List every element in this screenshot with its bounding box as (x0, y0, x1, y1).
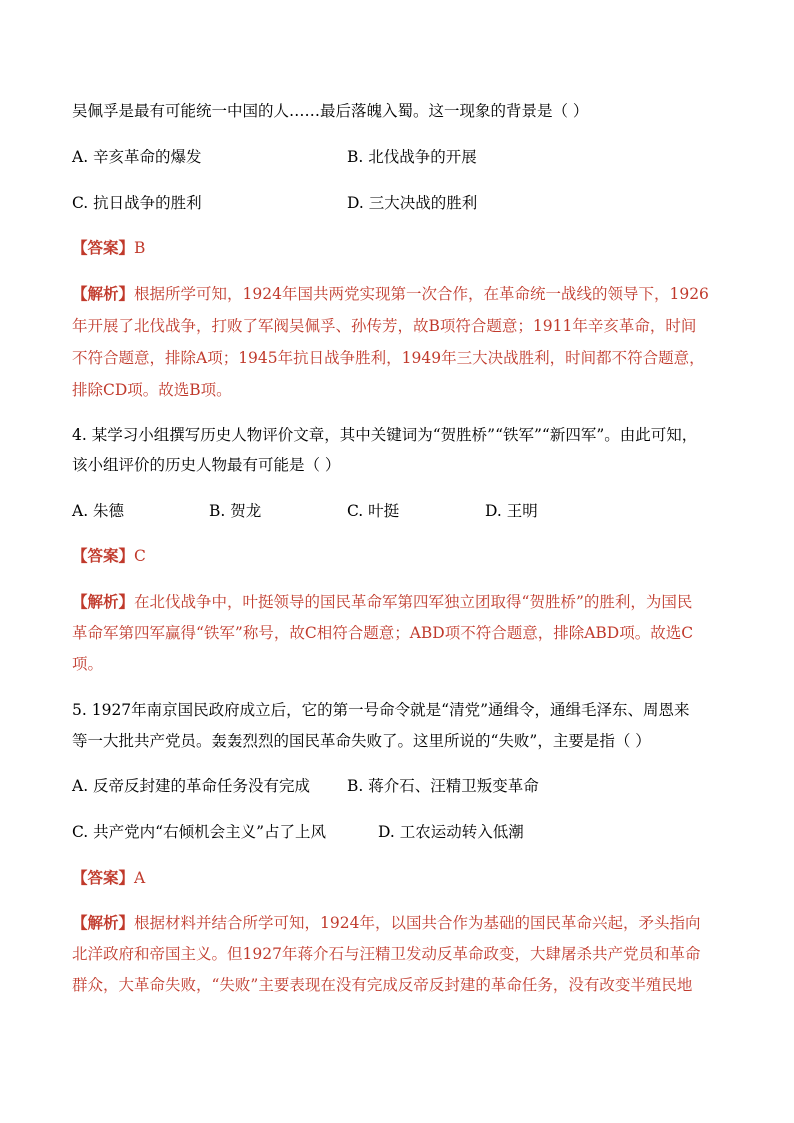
q3-analysis-line-1 (72, 282, 709, 306)
q5-stem-line-2: 等一大批共产党员。轰轰烈烈的国民革命失败了。这里所说的“失败”，主要是指（ ） (72, 732, 651, 750)
answer-value: A (134, 869, 146, 887)
q5-analysis-line-3: 群众，大革命失败，“失败”主要表现在没有完成反帝反封建的革命任务，没有改变半殖民地 (72, 976, 693, 994)
q5-stem-line-1: 5. 1927年南京国民政府成立后，它的第一号命令就是“清党”通缉令，通缉毛泽东、周恩来 (72, 701, 690, 719)
q4-option-b: B. 贺龙 (209, 502, 262, 520)
q4-option-a: A. 朱德 (72, 502, 125, 520)
q5-option-a: A. 反帝反封建的革命任务没有完成 (72, 777, 311, 795)
q4-option-d: D. 王明 (485, 502, 538, 520)
analysis-tag: 【解析】 (72, 913, 135, 932)
q3-option-c: C. 抗日战争的胜利 (72, 194, 202, 212)
q4-analysis-line-1 (72, 590, 692, 614)
q4-analysis-line-3: 项。 (72, 655, 104, 673)
q5-option-d: D. 工农运动转入低潮 (378, 823, 524, 841)
answer-value: C (134, 547, 146, 565)
q5-analysis-line-1 (72, 911, 700, 935)
q3-stem: 吴佩孚是最有可能统一中国的人……最后落魄入蜀。这一现象的背景是（ ） (72, 102, 589, 120)
analysis-tag: 【解析】 (72, 592, 135, 611)
q5-analysis-line-2: 北洋政府和帝国主义。但1927年蒋介石与汪精卫发动反革命政变，大肆屠杀共产党员和革命 (72, 945, 701, 963)
q4-stem-line-1: 4. 某学习小组撰写历史人物评价文章，其中关键词为“贺胜桥”“铁军”“新四军”。由此可知， (72, 426, 698, 444)
analysis-tag: 【解析】 (72, 284, 135, 303)
q3-analysis-line-2: 年开展了北伐战争，打败了军阀吴佩孚、孙传芳，故B项符合题意；1911年辛亥革命，时间 (72, 317, 697, 335)
q5-option-c: C. 共产党内“右倾机会主义”占了上风 (72, 823, 327, 841)
q3-answer (72, 236, 145, 260)
answer-tag: 【答案】 (72, 546, 135, 565)
answer-tag: 【答案】 (72, 868, 135, 887)
q4-answer (72, 544, 146, 568)
q3-analysis-line-4: 排除CD项。故选B项。 (72, 381, 232, 399)
q5-option-b: B. 蒋介石、汪精卫叛变革命 (347, 777, 539, 795)
analysis-text: 根据所学可知，1924年国共两党实现第一次合作，在革命统一战线的领导下，1926 (134, 285, 709, 303)
q5-answer (72, 866, 145, 890)
q3-option-a: A. 辛亥革命的爆发 (72, 148, 202, 166)
q4-analysis-line-2: 革命军第四军赢得“铁军”称号，故C相符合题意；ABD项不符合题意，排除ABD项。故选C (72, 624, 694, 642)
analysis-text: 在北伐战争中，叶挺领导的国民革命军第四军独立团取得“贺胜桥”的胜利，为国民 (134, 593, 693, 611)
q4-stem-line-2: 该小组评价的历史人物最有可能是（ ） (72, 456, 341, 474)
analysis-text: 根据材料并结合所学可知，1924年，以国共合作为基础的国民革命兴起，矛头指向 (134, 914, 701, 932)
answer-tag: 【答案】 (72, 238, 135, 257)
q4-option-c: C. 叶挺 (347, 502, 400, 520)
q3-option-b: B. 北伐战争的开展 (347, 148, 477, 166)
q3-analysis-line-3: 不符合题意，排除A项；1945年抗日战争胜利，1949年三大决战胜利，时间都不符合题意， (72, 349, 705, 367)
q3-option-d: D. 三大决战的胜利 (347, 194, 478, 212)
answer-value: B (134, 239, 146, 257)
